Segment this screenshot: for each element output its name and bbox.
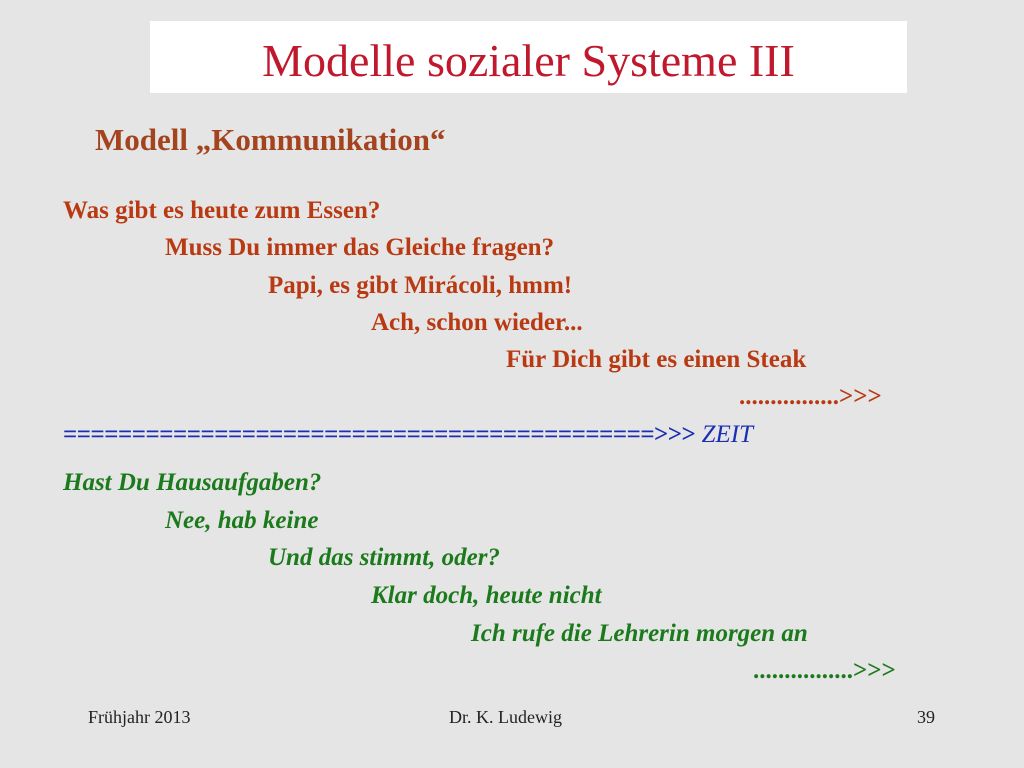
timeline-label: ZEIT [701, 421, 753, 448]
dialogue2-line-4: Klar doch, heute nicht [371, 582, 602, 609]
dialogue1-continuation: ................>>> [739, 383, 882, 410]
footer-date: Frühjahr 2013 [88, 707, 191, 727]
dialogue1-line-5: Für Dich gibt es einen Steak [506, 346, 807, 373]
dialogue1-line-1: Was gibt es heute zum Essen? [63, 197, 381, 224]
dialogue2-line-1: Hast Du Hausaufgaben? [63, 469, 322, 496]
dialogue2-continuation: ................>>> [753, 657, 896, 684]
dialogue2-line-2: Nee, hab keine [165, 507, 319, 534]
timeline-row [63, 420, 753, 450]
title-box [150, 21, 907, 93]
slide-subtitle: Modell „Kommunikation“ [95, 122, 446, 157]
footer-author: Dr. K. Ludewig [449, 707, 562, 727]
dialogue2-line-5: Ich rufe die Lehrerin morgen an [471, 620, 808, 647]
timeline-bar: ===========================================>>> [63, 421, 696, 448]
dialogue1-line-4: Ach, schon wieder... [371, 309, 583, 336]
footer-page-number: 39 [917, 707, 935, 727]
dialogue2-line-3: Und das stimmt, oder? [268, 544, 500, 571]
dialogue1-line-2: Muss Du immer das Gleiche fragen? [165, 234, 555, 261]
slide-title: Modelle sozialer Systeme III [262, 35, 795, 86]
dialogue1-line-3: Papi, es gibt Mirácoli, hmm! [268, 272, 573, 299]
